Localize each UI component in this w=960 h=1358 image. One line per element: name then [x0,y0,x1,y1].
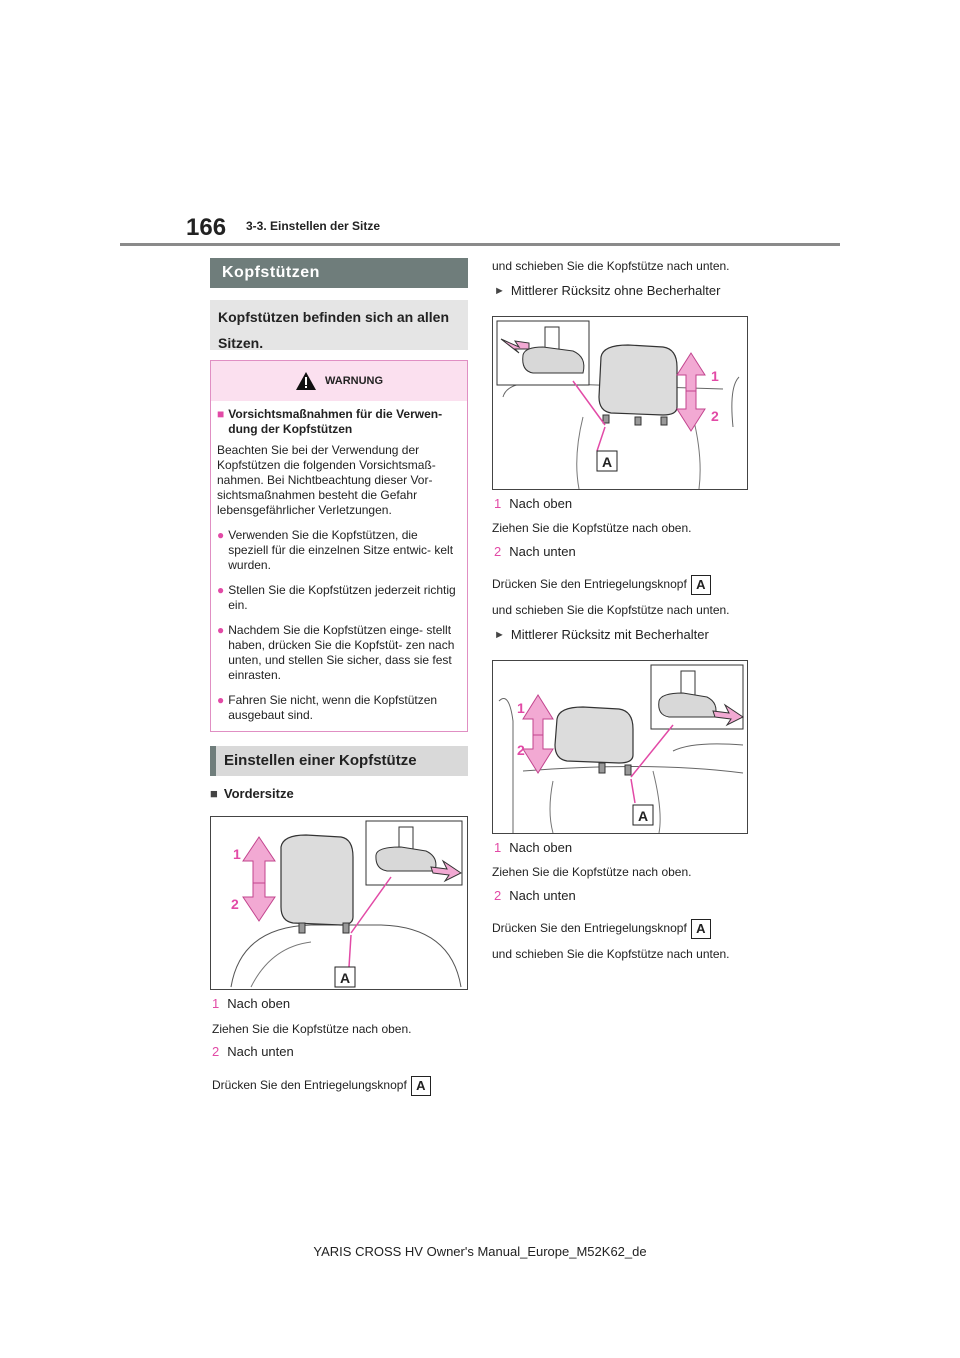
warning-bullet [217,528,461,573]
label-1: 1 [711,368,719,384]
step-number: 2 [212,1044,220,1059]
continued-text: und schieben Sie die Kopfstütze nach unten. [492,259,730,273]
intro-text: Kopfstützen befinden sich an allen Sitzen. [218,309,450,351]
front-seat-illustration [211,817,467,989]
warning-bullet-text: Stellen Sie die Kopfstützen jederzeit richtig ein. [228,583,456,612]
warning-subhead-text: Vorsichtsmaßnahmen für die Verwen- dung der Kopfstützen [228,407,443,436]
rear-b-step-1 [494,840,572,855]
intro-box [210,300,468,350]
triangle-bullet-icon: ► [494,628,505,641]
rear-b-step-2-desc [492,919,711,939]
step-desc-text: Drücken Sie den Entriegelungsknopf [492,577,687,592]
warning-bullet [217,693,461,723]
square-bullet-icon: ■ [210,786,218,801]
rear-a-step-2-desc [492,575,711,595]
step-label: Nach unten [227,1044,294,1059]
label-2: 2 [711,408,719,424]
step-number: 2 [494,888,502,903]
warning-header [211,361,467,401]
warning-paragraph: Beachten Sie bei der Verwendung der Kopfstützen die folgenden Vorsichtsmaß- nahmen. Bei Nichtbeachtung dieser Vor- sichtsmaßnahmen besteht die Gefahr lebensgefährlicher Verletzungen. [217,443,436,517]
chapter-title: 3-3. Einstellen der Sitze [246,219,381,233]
triangle-bullet-icon: ► [494,284,505,297]
warning-triangle-icon [295,371,317,391]
bullet-dot-icon: ● [217,693,225,707]
rear-cup-illustration [493,661,747,833]
rear-a-continued: und schieben Sie die Kopfstütze nach unten. [492,603,730,617]
front-step-2-desc [212,1076,431,1096]
front-step-1-desc: Ziehen Sie die Kopfstütze nach oben. [212,1022,412,1036]
step-number: 1 [494,840,502,855]
footer-manual-id: YARIS CROSS HV Owner's Manual_Europe_M52K62_de [313,1244,647,1259]
label-2: 2 [517,742,525,758]
rear-b-step-2 [494,888,576,903]
rear-no-cup-heading [494,283,720,298]
step-desc-text: Drücken Sie den Entriegelungsknopf [212,1078,407,1093]
front-seats-heading [210,786,294,801]
label-1: 1 [517,700,525,716]
page-number: 166 [186,214,227,241]
bullet-dot-icon: ● [217,623,225,637]
label-1: 1 [233,846,241,862]
warning-body [211,401,467,741]
square-bullet-icon: ■ [217,407,225,421]
header-divider [120,243,840,246]
step-number: 2 [494,544,502,559]
warning-bullet-text: Fahren Sie nicht, wenn die Kopfstützen ausgebaut sind. [228,693,438,722]
rear-a-step-1 [494,496,572,511]
warning-box [210,360,468,732]
section-title-einstellen: Einstellen einer Kopfstütze [210,746,468,776]
rear-cup-heading [494,627,709,642]
rear-a-step-1-desc: Ziehen Sie die Kopfstütze nach oben. [492,521,692,535]
rear-no-cup-heading-text: Mittlerer Rücksitz ohne Becherhalter [510,283,721,298]
key-a-badge: A [691,575,711,595]
rear-no-cup-illustration [493,317,747,489]
step-desc-text: Drücken Sie den Entriegelungsknopf [492,921,687,936]
key-a-badge: A [411,1076,431,1096]
rear-b-step-1-desc: Ziehen Sie die Kopfstütze nach oben. [492,865,692,879]
warning-subhead [217,407,461,437]
step-label: Nach oben [509,840,573,855]
bullet-dot-icon: ● [217,528,225,542]
warning-bullet [217,583,461,613]
bullet-dot-icon: ● [217,583,225,597]
step-label: Nach unten [509,888,576,903]
illustration-rear-cup [492,660,748,834]
section-title-kopfstuetzen: Kopfstützen [210,258,468,288]
warning-bullet-text: Verwenden Sie die Kopfstützen, die speziell für die einzelnen Sitze entwic- kelt wurden. [228,528,454,572]
label-a: A [638,808,649,824]
rear-cup-heading-text: Mittlerer Rücksitz mit Becherhalter [510,627,709,642]
label-a: A [340,970,351,986]
warning-label: WARNUNG [324,375,384,387]
warning-bullet [217,623,461,683]
step-number: 1 [494,496,502,511]
step-number: 1 [212,996,220,1011]
front-step-2 [212,1044,294,1059]
rear-a-step-2 [494,544,576,559]
step-label: Nach oben [227,996,291,1011]
step-label: Nach oben [509,496,573,511]
illustration-front-seat [210,816,468,990]
label-2: 2 [231,896,239,912]
step-label: Nach unten [509,544,576,559]
front-seats-heading-text: Vordersitze [223,786,294,801]
warning-bullet-text: Nachdem Sie die Kopfstützen einge- stellt haben, drücken Sie die Kopfstüt- zen nach unten, und stellen Sie sicher, dass sie fest einrasten. [228,623,455,682]
front-step-1 [212,996,290,1011]
key-a-badge: A [691,919,711,939]
illustration-rear-no-cup [492,316,748,490]
label-a: A [602,454,613,470]
rear-b-continued: und schieben Sie die Kopfstütze nach unten. [492,947,730,961]
